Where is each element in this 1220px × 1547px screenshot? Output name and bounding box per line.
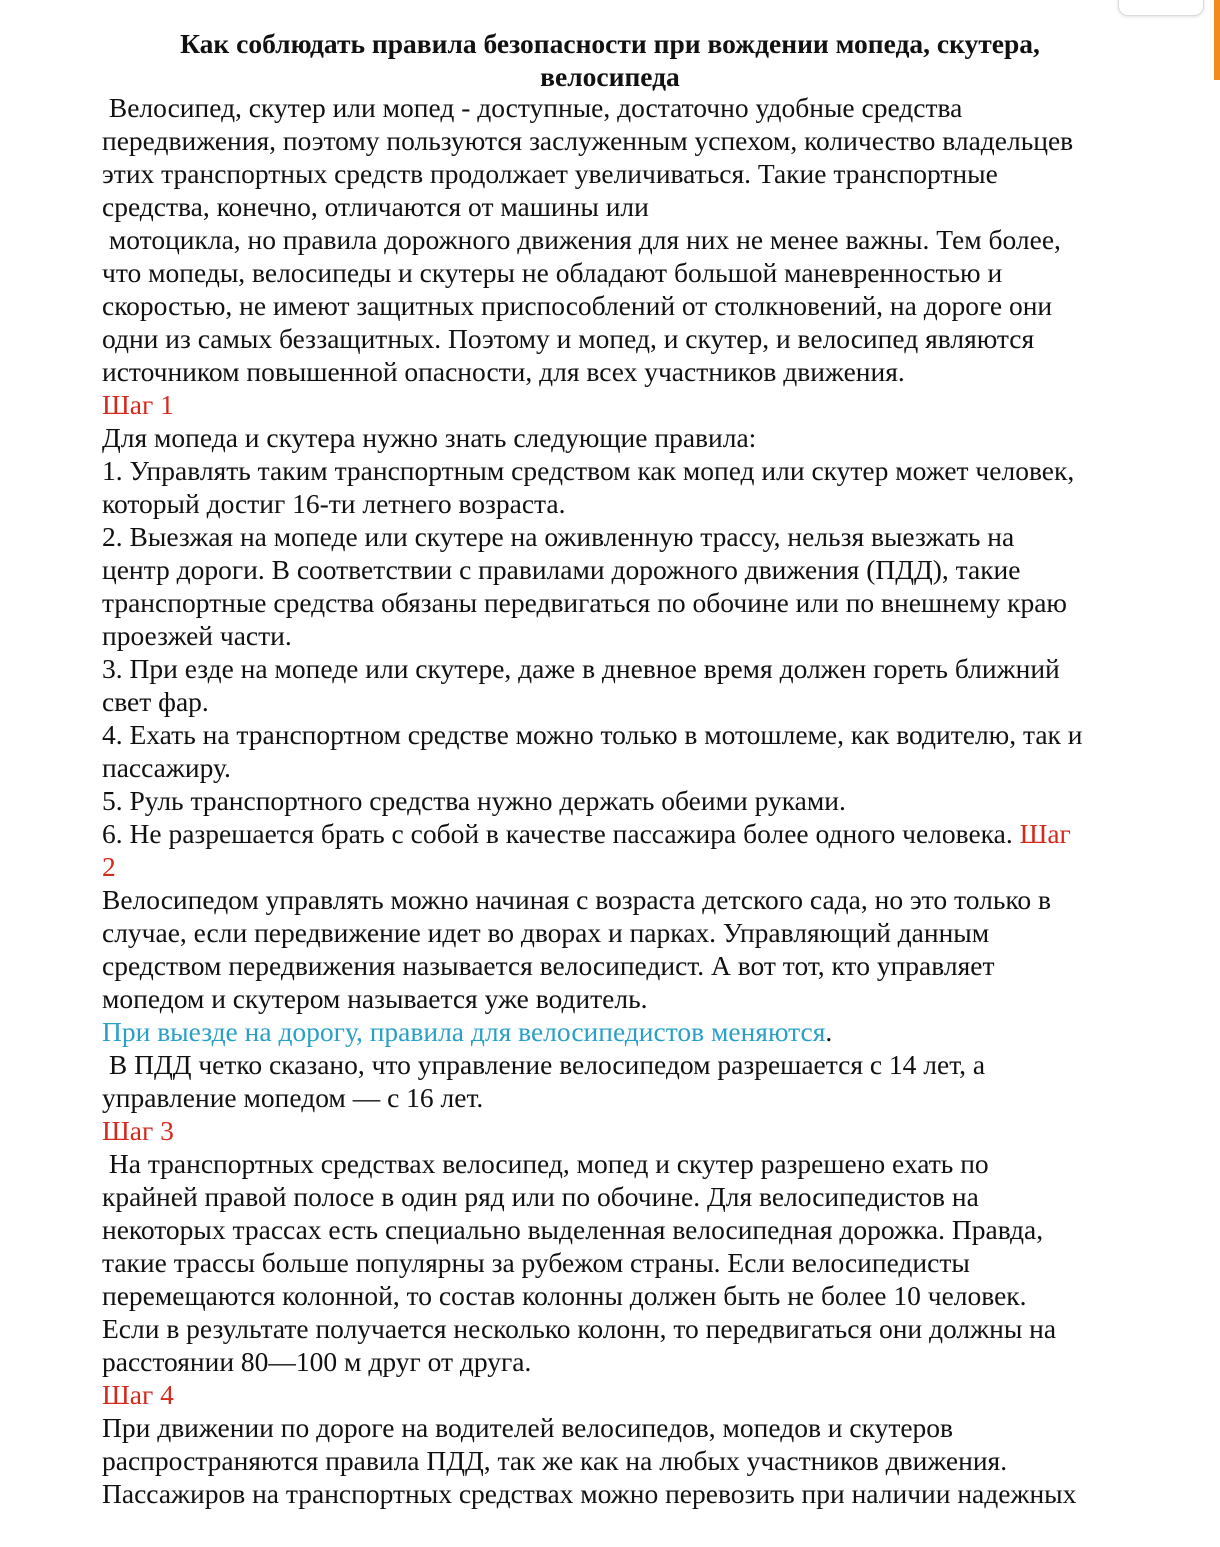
body-text: Велосипедом управлять можно начиная с возраста детского сада, но это только в [102,884,1051,915]
text-line [102,851,116,883]
body-text: На транспортных средствах велосипед, мопед и скутер разрешено ехать по [102,1148,989,1179]
text-line [102,719,1082,751]
body-text: проезжей части. [102,620,292,651]
title-line: Как соблюдать правила безопасности при вождении мопеда, скутера, [180,28,1040,59]
text-line [102,1313,1056,1345]
text-line [102,554,1020,586]
body-text: одни из самых беззащитных. Поэтому и мопед, и скутер, и велосипед являются [102,323,1035,354]
text-line [102,587,1067,619]
body-text: пассажиру. [102,752,231,783]
text-line [102,455,1074,487]
text-line [102,917,989,949]
body-text: Если в результате получается несколько колонн, то передвигаться они должны на [102,1313,1057,1344]
text-line [102,224,1061,256]
body-text: 6. Не разрешается брать с собой в качестве пассажира более одного человека. [102,818,1020,849]
body-text: свет фар. [102,686,209,717]
body-text: Для мопеда и скутера нужно знать следующие правила: [102,422,757,453]
step-heading: Шаг 3 [102,1115,174,1146]
step-heading: Шаг 1 [102,389,174,420]
text-line [102,521,1014,553]
text-line [102,752,231,784]
body-text: такие трассы больше популярны за рубежом страны. Если велосипедисты [102,1247,970,1278]
body-text: крайней правой полосе в один ряд или по обочине. Для велосипедистов на [102,1181,979,1212]
body-text: Велосипед, скутер или мопед - доступные, достаточно удобные средства [102,92,963,123]
body-text: случае, если передвижение идет во дворах и парках. Управляющий данным [102,917,990,948]
text-line [102,389,174,421]
body-text: что мопеды, велосипеды и скутеры не обладают большой маневренностью и [102,257,1003,288]
text-line [102,1181,979,1213]
text-line [102,1412,953,1444]
text-line [102,92,962,124]
text-line [102,257,1002,289]
text-line [102,1214,1043,1246]
body-text: передвижения, поэтому пользуются заслуженным успехом, количество владельцев [102,125,1074,156]
body-text: управление мопедом — с 16 лет. [102,1082,484,1113]
body-text: 2. Выезжая на мопеде или скутере на оживленную трассу, нельзя выезжать на [102,521,1015,552]
body-text: расстоянии 80—100 м друг от друга. [102,1346,532,1377]
text-line [102,884,1051,916]
text-line [102,818,1071,850]
text-line [102,950,994,982]
text-line [102,356,905,388]
body-text: средством передвижения называется велосипедист. А вот тот, кто управляет [102,950,995,981]
body-text: При движении по дороге на водителей велосипедов, мопедов и скутеров [102,1412,954,1443]
body-text: 1. Управлять таким транспортным средством как мопед или скутер может человек, [102,455,1075,486]
body-text: мотоцикла, но правила дорожного движения для них не менее важны. Тем более, [102,224,1061,255]
body-text: транспортные средства обязаны передвигаться по обочине или по внешнему краю [102,587,1067,618]
text-line [102,1478,1076,1510]
title-line: велосипеда [540,61,680,92]
body-text: источником повышенной опасности, для всех участников движения. [102,356,905,387]
body-text: В ПДД четко сказано, что управление велосипедом разрешается с 14 лет, а [102,1049,986,1080]
text-line [102,290,1052,322]
step-heading: Шаг 4 [102,1379,174,1410]
text-line [102,1082,483,1114]
step-heading: 2 [102,851,116,882]
body-text: центр дороги. В соответствии с правилами дорожного движения (ПДД), такие [102,554,1021,585]
text-line [102,653,1060,685]
text-line [102,191,649,223]
body-text: перемещаются колонной, то состав колонны должен быть не более 10 человек. [102,1280,1027,1311]
text-line [102,1346,531,1378]
highlighted-note: При выезде на дорогу, правила для велосипедистов меняются [102,1016,826,1047]
text-line [102,1445,1007,1477]
text-line [102,158,998,190]
body-text: 5. Руль транспортного средства нужно держать обеими руками. [102,785,846,816]
text-line [102,1016,832,1048]
text-line [102,1049,985,1081]
text-line [102,1379,174,1411]
body-text: распространяются правила ПДД, так же как на любых участников движения. [102,1445,1008,1476]
body-text: 3. При езде на мопеде или скутере, даже в дневное время должен гореть ближний [102,653,1060,684]
text-line [102,1148,989,1180]
text-line [102,983,648,1015]
body-text: скоростью, не имеют защитных приспособлений от столкновений, на дороге они [102,290,1053,321]
body-text: этих транспортных средств продолжает увеличиваться. Такие транспортные [102,158,998,189]
text-line [102,422,756,454]
body-text: мопедом и скутером называется уже водитель. [102,983,648,1014]
text-line [102,686,209,718]
text-line [102,125,1073,157]
step-heading: Шаг [1019,818,1071,849]
body-text: некоторых трассах есть специально выделенная велосипедная дорожка. Правда, [102,1214,1044,1245]
text-line [102,785,846,817]
text-line [102,1247,970,1279]
body-text: средства, конечно, отличаются от машины или [102,191,649,222]
body-text: 4. Ехать на транспортном средстве можно только в мотошлеме, как водителю, так и [102,719,1083,750]
text-line [102,1280,1027,1312]
text-line [102,620,292,652]
body-text: . [825,1016,833,1047]
text-line [102,488,565,520]
text-line [102,323,1034,355]
text-line [102,1115,174,1147]
body-text: Пассажиров на транспортных средствах можно перевозить при наличии надежных [102,1478,1077,1509]
body-text: который достиг 16-ти летнего возраста. [102,488,566,519]
